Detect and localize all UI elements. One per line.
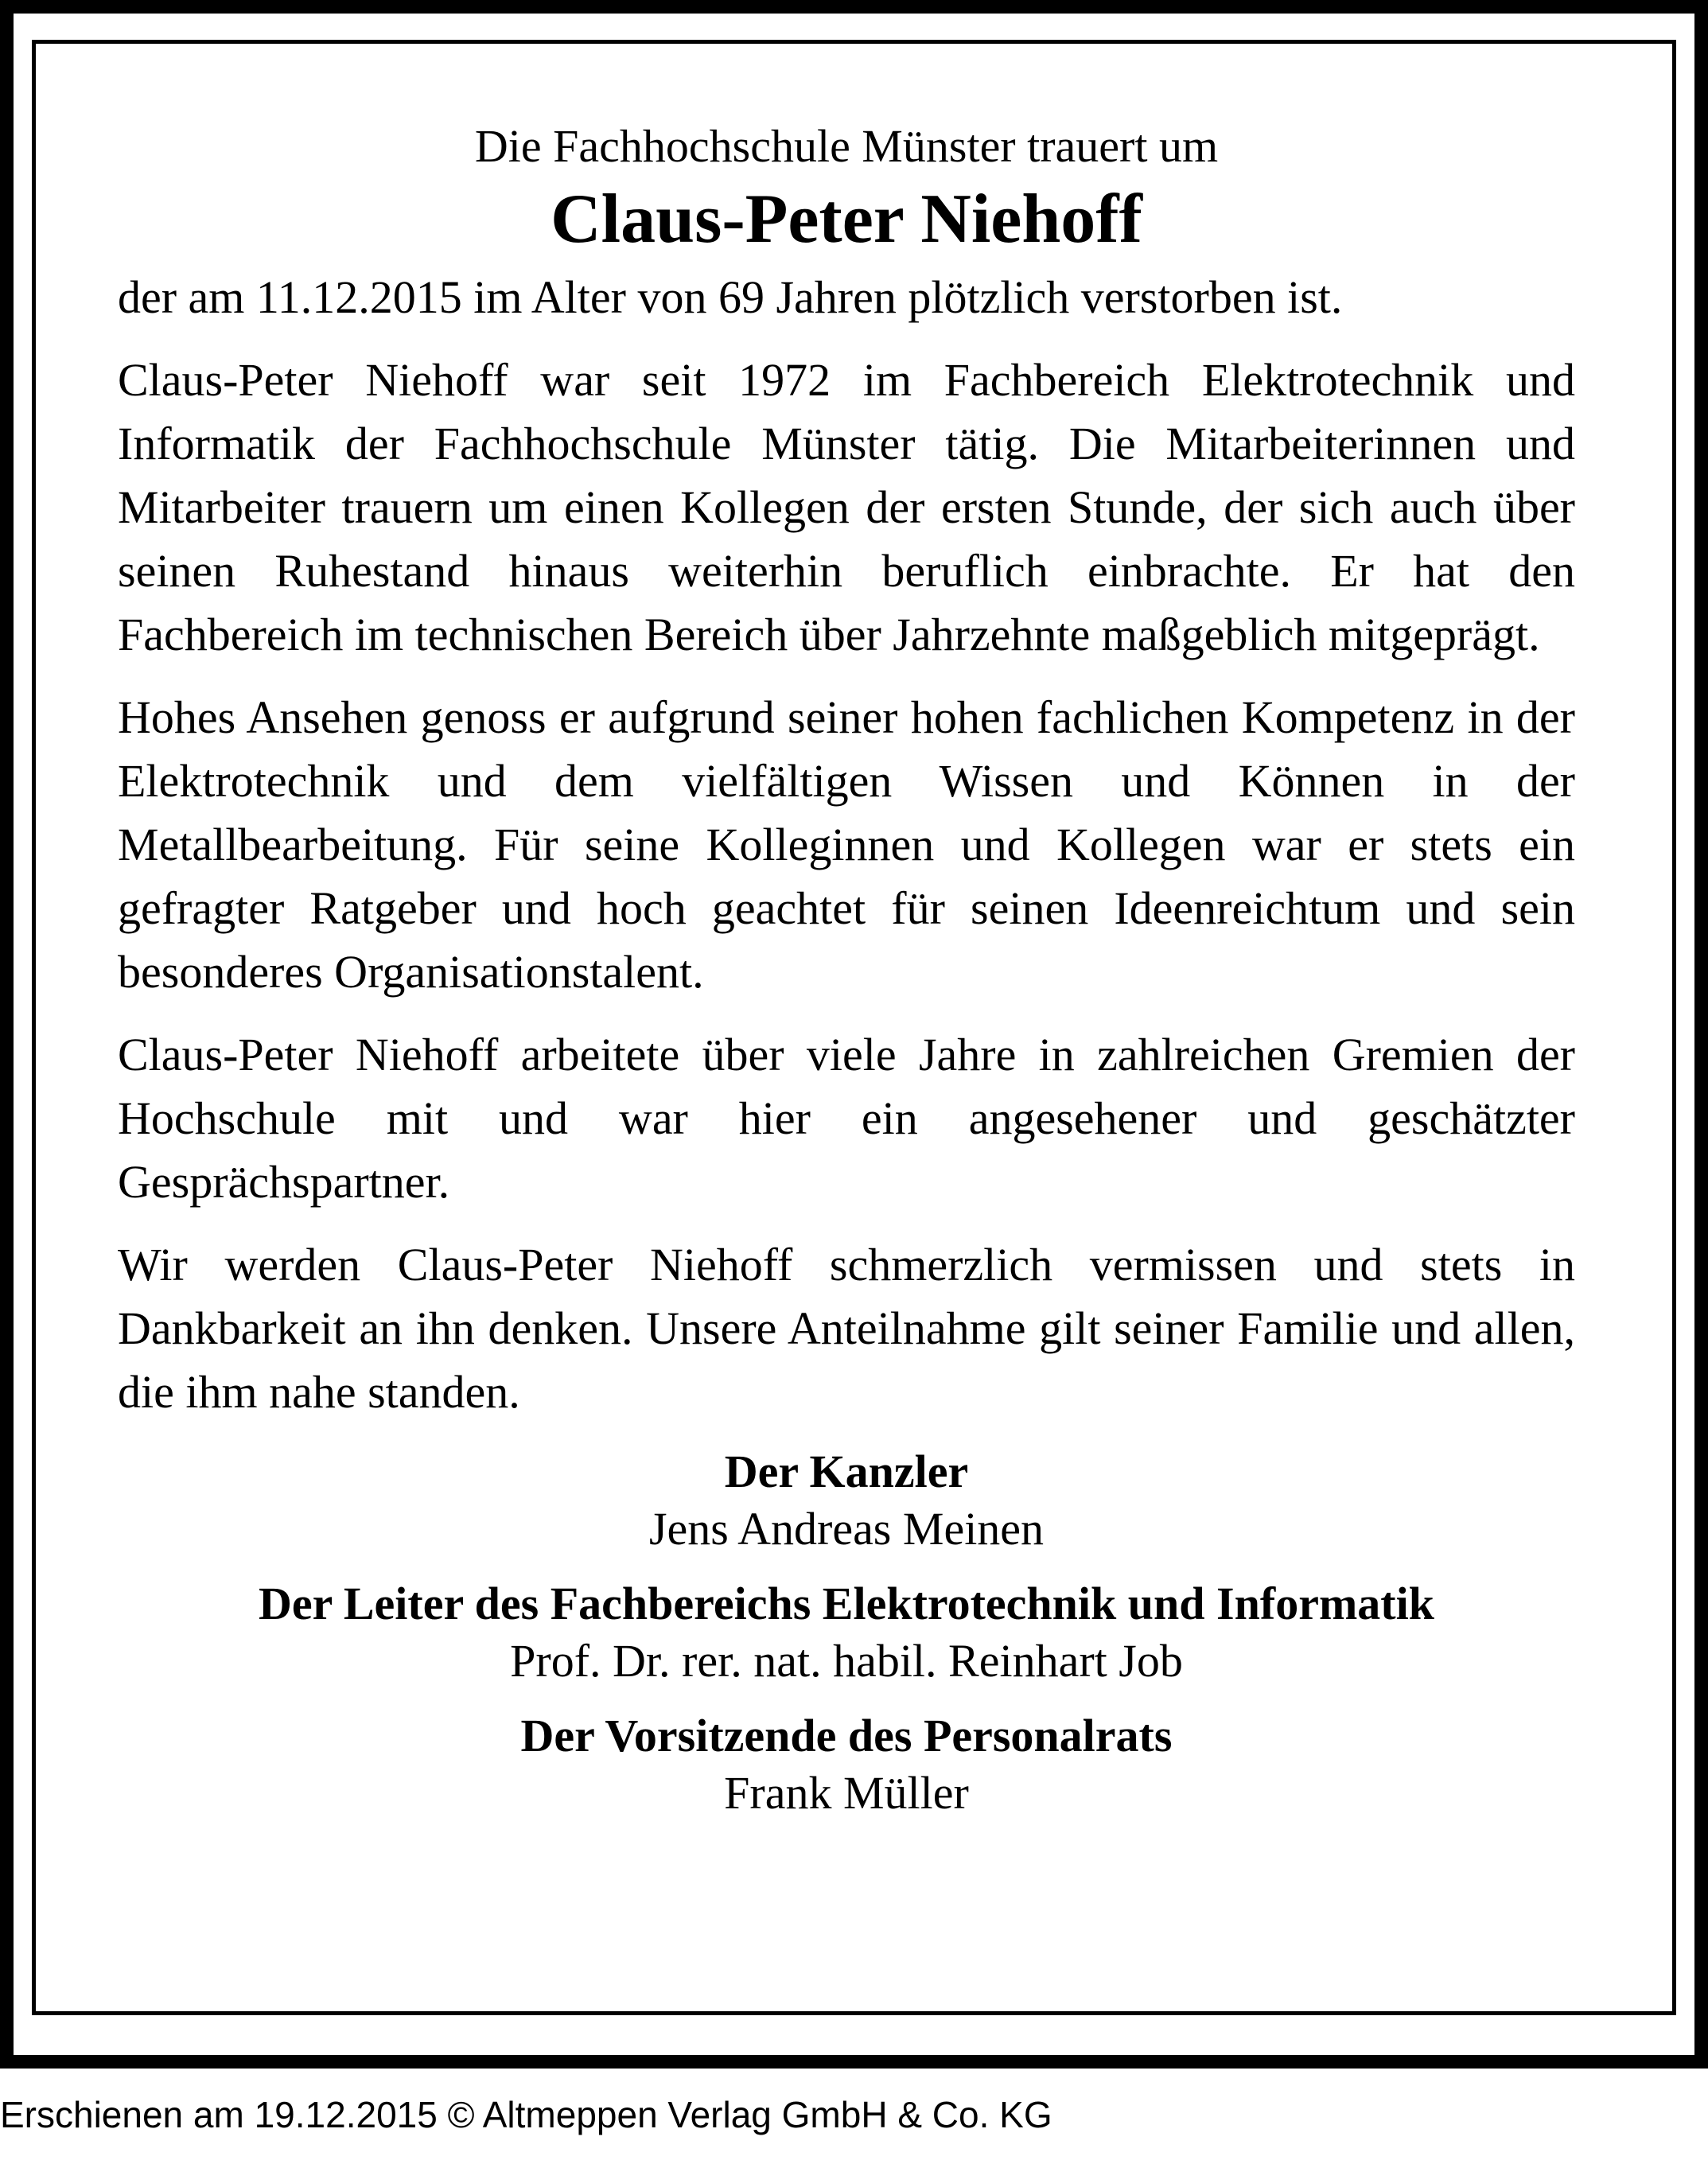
paragraph-death-date: der am 11.12.2015 im Alter von 69 Jahren plötzlich verstorben ist.	[118, 271, 1343, 323]
signatory-title: Der Vorsitzende des Personalrats	[520, 1710, 1173, 1761]
publication-footer: Erschienen am 19.12.2015 © Altmeppen Verlag GmbH & Co. KG	[0, 2094, 1052, 2135]
signatory-name: Frank Müller	[724, 1767, 969, 1819]
signatory-title: Der Leiter des Fachbereichs Elektrotechnik und Informatik	[259, 1578, 1434, 1629]
signatory-title: Der Kanzler	[724, 1446, 969, 1497]
paragraph-committees: Claus-Peter Niehoff arbeitete über viele Jahre in zahlreichen Gremien der Hochschule mit und war hier ein angesehener und geschätzter Gesprächspartner.	[118, 1029, 1575, 1208]
notice-intro: Die Fachhochschule Münster trauert um	[474, 120, 1219, 172]
deceased-name: Claus-Peter Niehoff	[551, 181, 1142, 258]
signatories	[118, 1443, 1575, 1822]
paragraph-career: Claus-Peter Niehoff war seit 1972 im Fachbereich Elektrotechnik und Informatik der Fachhochschule Münster tätig. Die Mitarbeiterinnen und Mitarbeiter trauern um einen Kollegen der ersten Stunde, der sich auch über seinen Ruhestand hinaus weiterhin beruflich einbrachte. Er hat den Fachbereich im technischen Bereich über Jahrzehnte maßgeblich mitgeprägt.	[118, 354, 1575, 660]
obituary-notice	[118, 118, 1575, 1839]
paragraph-reputation: Hohes Ansehen genoss er aufgrund seiner hohen fachlichen Kompetenz in der Elektrotechnik und dem vielfältigen Wissen und Können in der Metallbearbeitung. Für seine Kolleginnen und Kollegen war er stets ein gefragter Ratgeber und hoch geachtet für seinen Ideenreichtum und sein besonderes Organisationstalent.	[118, 691, 1575, 998]
paragraph-condolences: Wir werden Claus-Peter Niehoff schmerzlich vermissen und stets in Dankbarkeit an ihn denken. Unsere Anteilnahme gilt seiner Familie und allen, die ihm nahe standen.	[118, 1239, 1575, 1418]
signatory-name: Jens Andreas Meinen	[648, 1503, 1045, 1555]
signatory-department-head	[118, 1575, 1575, 1690]
signatory-chancellor	[118, 1443, 1575, 1558]
signatory-name: Prof. Dr. rer. nat. habil. Reinhart Job	[510, 1635, 1183, 1687]
signatory-staff-council	[118, 1707, 1575, 1822]
